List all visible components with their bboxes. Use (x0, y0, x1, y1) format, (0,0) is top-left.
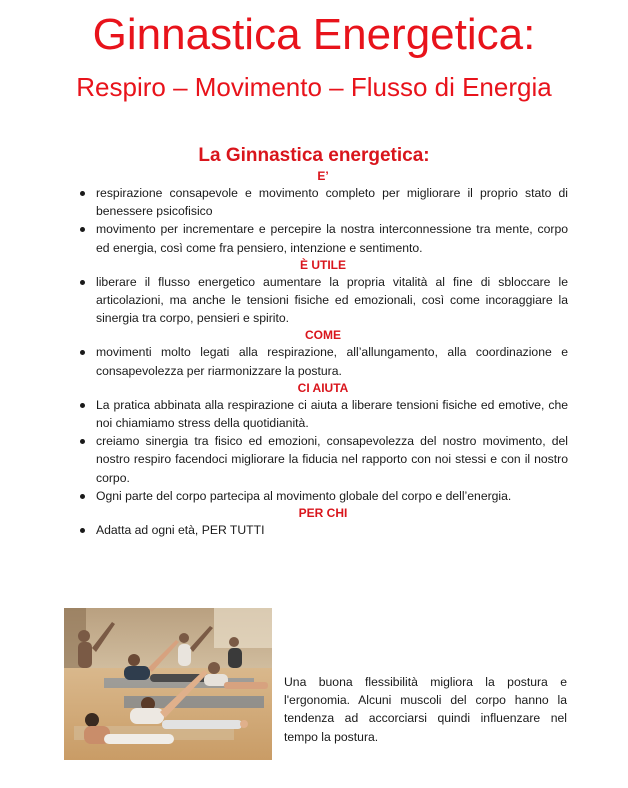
section-label-e: E’ (317, 169, 329, 183)
bullet-list-e (78, 184, 568, 257)
photo-caption: Una buona flessibilità migliora la postura e l'ergonomia. Alcuni muscoli del corpo hanno la tendenza ad accorciarsi quindi influenzare nel tempo la postura. (284, 675, 567, 744)
section-label-come: COME (305, 328, 341, 343)
list-item: movimenti molto legati alla respirazione, all’allungamento, alla coordinazione e consapevolezza per riarmonizzare la postura. (78, 343, 568, 379)
yoga-class-illustration (64, 608, 272, 760)
list-item: Adatta ad ogni età, PER TUTTI (78, 521, 568, 539)
yoga-class-photo (64, 608, 272, 760)
list-item: creiamo sinergia tra fisico ed emozioni, consapevolezza del nostro movimento, del nostro respiro facendoci migliorare la fiducia nel rapporto con noi stessi e con il nostro corpo. (78, 432, 568, 487)
section-label-ci-aiuta: CI AIUTA (297, 380, 349, 395)
list-item: La pratica abbinata alla respirazione ci aiuta a liberare tensioni fisiche ed emotive, che noi chiamiamo stress della quotidianità. (78, 396, 568, 432)
page-title: Ginnastica Energetica: (92, 10, 536, 59)
content-body (78, 168, 568, 539)
page-subtitle: Respiro – Movimento – Flusso di Energia (76, 72, 552, 102)
bullet-list-ci-aiuta (78, 396, 568, 505)
bullet-list-e-utile (78, 273, 568, 328)
list-item: Ogni parte del corpo partecipa al movimento globale del corpo e dell’energia. (78, 487, 568, 505)
bullet-list-come (78, 343, 568, 379)
list-item: respirazione consapevole e movimento completo per migliorare il proprio stato di benessere psicofisico (78, 184, 568, 220)
list-item: movimento per incrementare e percepire la nostra interconnessione tra mente, corpo ed energia, così come fra pensiero, intenzione e sentimento. (78, 220, 568, 256)
section-heading: La Ginnastica energetica: (198, 145, 430, 166)
bullet-list-per-chi (78, 521, 568, 539)
section-label-e-utile: È UTILE (299, 257, 346, 272)
list-item: liberare il flusso energetico aumentare la propria vitalità al fine di sbloccare le articolazioni, ma anche le tensioni fisiche ed emozionali, così come incoraggiare la sinergia tra corpo, pensieri e spirito. (78, 273, 568, 328)
section-label-per-chi: PER CHI (298, 506, 348, 521)
